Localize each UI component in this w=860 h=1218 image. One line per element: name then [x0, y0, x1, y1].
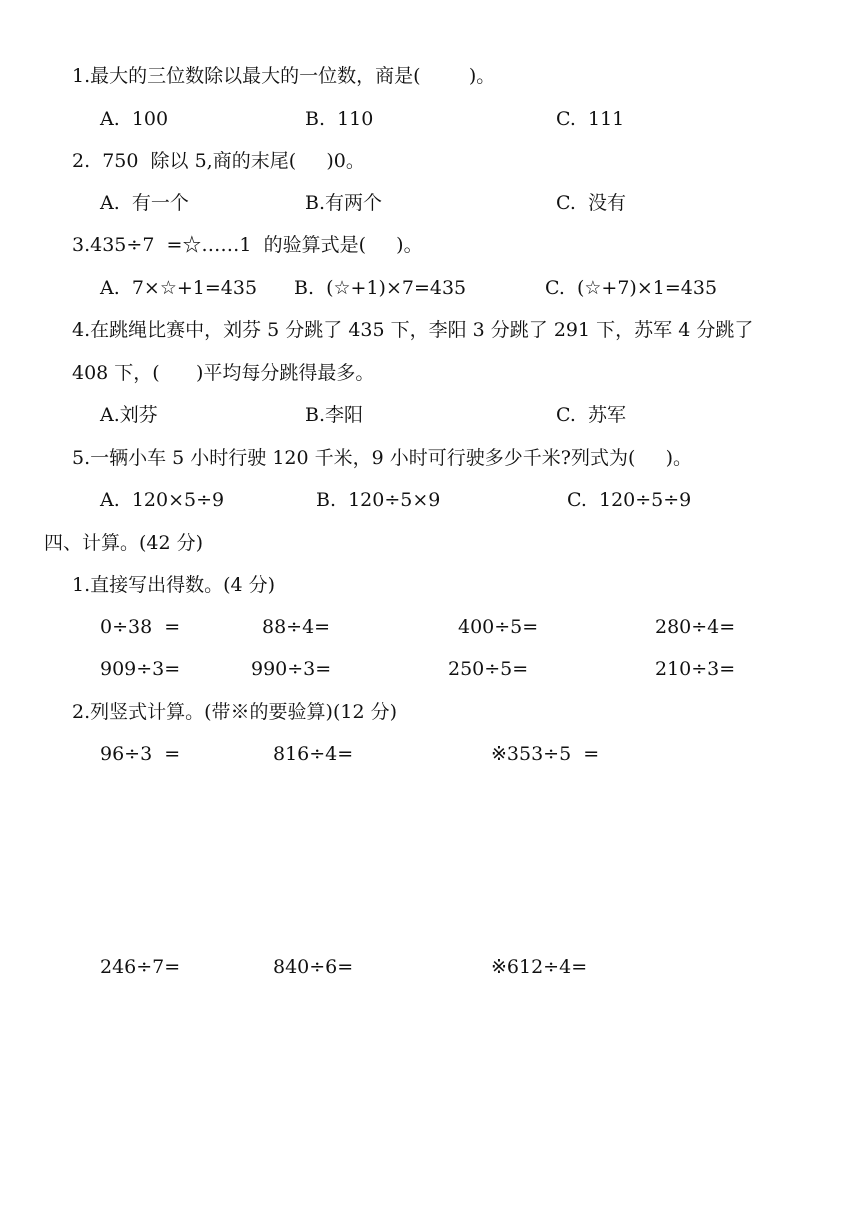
question-3-stem: 3.435÷7 =☆……1 的验算式是( )。: [72, 234, 423, 256]
vertical-calc-item: ※612÷4=: [491, 956, 588, 978]
mental-calc-item: 400÷5=: [458, 616, 539, 638]
question-4-option-c: C. 苏军: [556, 404, 626, 426]
question-3-option-a: A. 7×☆+1=435: [100, 277, 258, 299]
question-4-stem-line-2: 408 下，( )平均每分跳得最多。: [72, 362, 375, 384]
question-4-option-b: B.李阳: [305, 404, 364, 426]
vertical-calc-item: 96÷3 =: [100, 743, 181, 765]
question-1-option-b: B. 110: [305, 108, 374, 130]
question-5-option-c: C. 120÷5÷9: [567, 489, 692, 511]
question-1-option-a: A. 100: [100, 108, 169, 130]
vertical-calc-item: 816÷4=: [273, 743, 354, 765]
question-1-stem: 1.最大的三位数除以最大的一位数，商是( )。: [72, 65, 496, 87]
mental-calc-item: 909÷3=: [100, 658, 181, 680]
mental-calc-item: 88÷4=: [262, 616, 331, 638]
question-2-stem: 2. 750 除以 5,商的末尾( )0。: [72, 150, 365, 172]
part-1-title: 1.直接写出得数。(4 分): [72, 574, 276, 596]
section-4-title: 四、计算。(42 分): [44, 532, 204, 554]
mental-calc-item: 0÷38 =: [100, 616, 181, 638]
question-2-option-b: B.有两个: [305, 192, 383, 214]
mental-calc-item: 280÷4=: [655, 616, 736, 638]
question-2-option-c: C. 没有: [556, 192, 626, 214]
mental-calc-item: 990÷3=: [251, 658, 332, 680]
mental-calc-item: 250÷5=: [448, 658, 529, 680]
question-5-option-a: A. 120×5÷9: [100, 489, 225, 511]
question-2-option-a: A. 有一个: [100, 192, 189, 214]
mental-calc-item: 210÷3=: [655, 658, 736, 680]
vertical-calc-item: 246÷7=: [100, 956, 181, 978]
question-3-option-b: B. (☆+1)×7=435: [294, 277, 467, 299]
question-4-option-a: A.刘芬: [100, 404, 158, 426]
question-3-option-c: C. (☆+7)×1=435: [545, 277, 718, 299]
vertical-calc-item: ※353÷5 =: [491, 743, 600, 765]
question-4-stem-line-1: 4.在跳绳比赛中，刘芬 5 分跳了 435 下，李阳 3 分跳了 291 下，苏军 4 分跳了: [72, 319, 754, 341]
part-2-title: 2.列竖式计算。(带※的要验算)(12 分): [72, 701, 397, 723]
question-1-option-c: C. 111: [556, 108, 625, 130]
vertical-calc-item: 840÷6=: [273, 956, 354, 978]
question-5-stem: 5.一辆小车 5 小时行驶 120 千米，9 小时可行驶多少千米?列式为( )。: [72, 447, 692, 469]
question-5-option-b: B. 120÷5×9: [316, 489, 441, 511]
